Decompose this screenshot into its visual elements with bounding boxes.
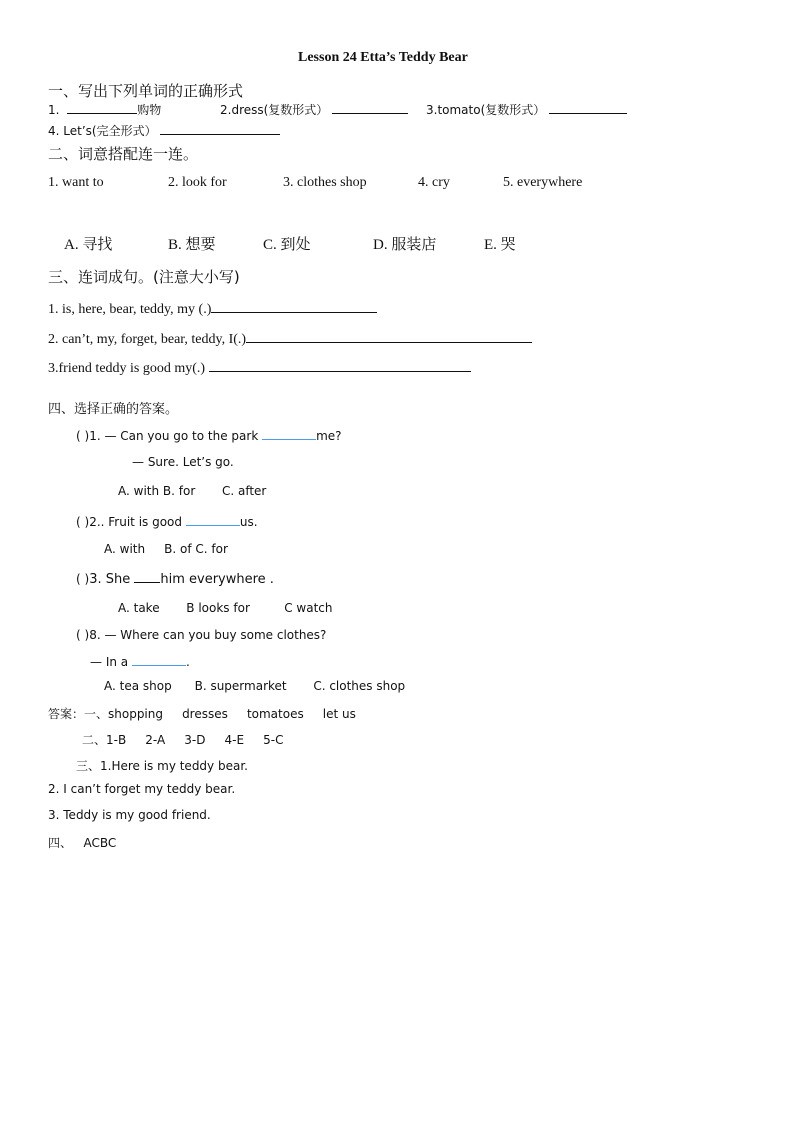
question-2 [76, 513, 258, 529]
match-option: A. 寻找 [64, 237, 113, 253]
section1-q1-number: 1. [48, 103, 60, 117]
question-4-reply-end: . [185, 655, 190, 669]
question-1 [76, 427, 342, 443]
section1-q4 [48, 122, 280, 139]
answer-blank[interactable] [134, 570, 160, 583]
answer-blank[interactable] [262, 427, 316, 440]
question-3-options: A. take B looks for C watch [118, 601, 333, 615]
answer-parentheses[interactable]: ( ) [76, 572, 90, 586]
answer-blank[interactable] [160, 122, 280, 135]
section4-heading: 四、选择正确的答案。 [48, 402, 179, 417]
question-4-options: A. tea shop B. supermarket C. clothes shop [104, 679, 406, 693]
question-2-options: A. with B. of C. for [104, 542, 228, 556]
question-4 [76, 628, 326, 642]
answers-line-1: 答案：一、shopping dresses tomatoes let us [48, 707, 356, 721]
section1-q3 [426, 101, 627, 118]
question-4-text: 8. — Where can you buy some clothes? [89, 628, 327, 642]
section3-q2-text: 2. can’t, my, forget, bear, teddy, I(.) [48, 332, 247, 347]
answer-parentheses[interactable]: ( ) [76, 628, 90, 642]
match-option: D. 服装店 [373, 237, 437, 253]
section3-q3 [48, 359, 471, 377]
question-1-reply: — Sure. Let’s go. [132, 455, 234, 469]
answers-line-6: 四、 ACBC [48, 836, 117, 850]
answer-blank[interactable] [211, 300, 377, 313]
match-item: 5. everywhere [503, 175, 583, 190]
section1-q4-text: 4. Let’s(完全形式） [48, 124, 157, 138]
question-1-options: A. with B. for C. after [118, 484, 267, 498]
answer-blank[interactable] [246, 330, 532, 343]
match-item: 2. look for [168, 175, 227, 190]
section1-heading: 一、写出下列单词的正确形式 [48, 82, 244, 100]
section1-q1-word: 购物 [137, 103, 162, 117]
answers-line-3: 三、1.Here is my teddy bear. [76, 759, 248, 773]
answer-parentheses[interactable]: ( ) [76, 429, 90, 443]
answer-blank[interactable] [132, 653, 186, 666]
section3-q2 [48, 330, 532, 348]
answers-line-2: 二、1-B 2-A 3-D 4-E 5-C [82, 733, 284, 747]
section3-q1 [48, 300, 377, 318]
section3-heading: 三、连词成句。(注意大小写) [48, 268, 240, 286]
page-title: Lesson 24 Etta’s Teddy Bear [298, 50, 468, 65]
question-2-text: 2.. Fruit is good [89, 515, 183, 529]
match-option: C. 到处 [263, 237, 311, 253]
answers-line-4: 2. I can’t forget my teddy bear. [48, 782, 236, 796]
section1-q2-text: 2.dress(复数形式） [220, 103, 329, 117]
answer-blank[interactable] [186, 513, 240, 526]
section3-q1-text: 1. is, here, bear, teddy, my (.) [48, 302, 212, 317]
answer-blank[interactable] [209, 359, 471, 372]
answer-blank[interactable] [67, 101, 137, 114]
question-3-text: 3. She [89, 572, 131, 587]
section1-q3-text: 3.tomato(复数形式） [426, 103, 546, 117]
question-3-text-end: him everywhere . [160, 572, 274, 587]
match-option: E. 哭 [484, 237, 516, 253]
match-option: B. 想要 [168, 237, 216, 253]
question-2-text-end: us. [239, 515, 258, 529]
question-1-text-end: me? [316, 429, 342, 443]
section1-q2 [220, 101, 408, 118]
question-3 [76, 570, 274, 587]
section1-q1 [48, 101, 161, 118]
question-4-reply [90, 653, 190, 669]
answer-blank[interactable] [332, 101, 408, 114]
section3-q3-text: 3.friend teddy is good my(.) [48, 361, 206, 376]
question-4-reply-text: — In a [90, 655, 129, 669]
answer-blank[interactable] [549, 101, 627, 114]
match-item: 4. cry [418, 175, 450, 190]
match-item: 1. want to [48, 175, 104, 190]
match-item: 3. clothes shop [283, 175, 367, 190]
question-1-text: 1. — Can you go to the park [89, 429, 259, 443]
section2-heading: 二、词意搭配连一连。 [48, 145, 199, 163]
answers-line-5: 3. Teddy is my good friend. [48, 808, 211, 822]
answer-parentheses[interactable]: ( ) [76, 515, 90, 529]
